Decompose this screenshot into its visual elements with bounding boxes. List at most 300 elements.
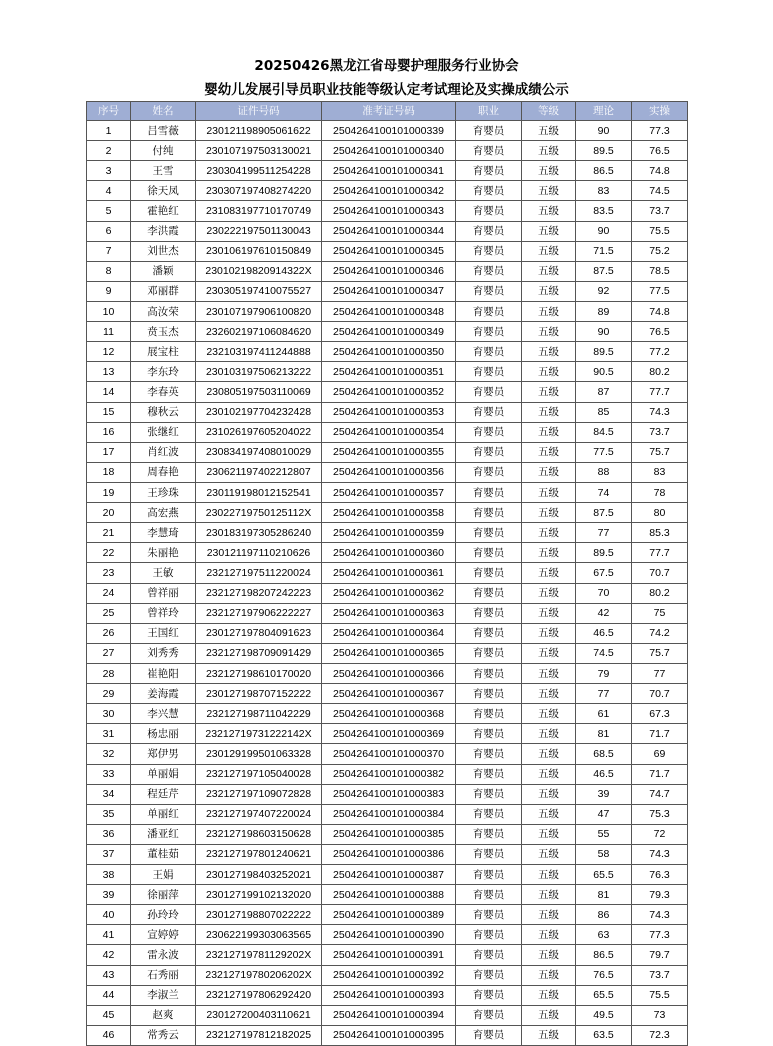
- cell-level: 五级: [522, 442, 576, 462]
- table-header-row: [87, 102, 688, 121]
- cell-id-number: 230805197503110069: [196, 382, 322, 402]
- cell-practical: 72: [632, 824, 688, 844]
- cell-admission-number: 2504264100101000390: [322, 925, 456, 945]
- cell-practical: 70.7: [632, 684, 688, 704]
- cell-id-number: 230102197704232428: [196, 402, 322, 422]
- cell-occupation: 育婴员: [456, 322, 522, 342]
- cell-index: 7: [87, 241, 131, 261]
- cell-index: 38: [87, 865, 131, 885]
- table-row: [87, 241, 688, 261]
- cell-occupation: 育婴员: [456, 643, 522, 663]
- header-id-number: 证件号码: [196, 102, 322, 121]
- cell-occupation: 育婴员: [456, 684, 522, 704]
- cell-level: 五级: [522, 764, 576, 784]
- cell-index: 13: [87, 362, 131, 382]
- cell-theory: 74.5: [576, 643, 632, 663]
- cell-name: 曾祥玲: [131, 603, 196, 623]
- cell-admission-number: 2504264100101000362: [322, 583, 456, 603]
- document-title-line-1: 20250426黑龙江省母婴护理服务行业协会: [254, 58, 519, 74]
- cell-occupation: 育婴员: [456, 623, 522, 643]
- score-table: [86, 101, 688, 1046]
- document-title-line-2: 婴幼儿发展引导员职业技能等级认定考试理论及实操成绩公示: [204, 82, 569, 98]
- cell-practical: 80.2: [632, 583, 688, 603]
- cell-name: 刘世杰: [131, 241, 196, 261]
- cell-level: 五级: [522, 261, 576, 281]
- cell-level: 五级: [522, 563, 576, 583]
- cell-admission-number: 2504264100101000392: [322, 965, 456, 985]
- cell-occupation: 育婴员: [456, 844, 522, 864]
- cell-admission-number: 2504264100101000388: [322, 885, 456, 905]
- cell-practical: 70.7: [632, 563, 688, 583]
- cell-theory: 58: [576, 844, 632, 864]
- cell-level: 五级: [522, 804, 576, 824]
- cell-name: 王敏: [131, 563, 196, 583]
- cell-practical: 71.7: [632, 724, 688, 744]
- cell-practical: 75: [632, 603, 688, 623]
- cell-theory: 39: [576, 784, 632, 804]
- table-row: [87, 1005, 688, 1025]
- table-row: [87, 945, 688, 965]
- table-row: [87, 804, 688, 824]
- cell-id-number: 232127197105040028: [196, 764, 322, 784]
- cell-admission-number: 2504264100101000367: [322, 684, 456, 704]
- cell-index: 36: [87, 824, 131, 844]
- cell-occupation: 育婴员: [456, 301, 522, 321]
- cell-occupation: 育婴员: [456, 764, 522, 784]
- cell-admission-number: 2504264100101000342: [322, 181, 456, 201]
- cell-theory: 55: [576, 824, 632, 844]
- cell-id-number: 230183197305286240: [196, 523, 322, 543]
- table-row: [87, 301, 688, 321]
- cell-id-number: 232127197806292420: [196, 985, 322, 1005]
- cell-theory: 77.5: [576, 442, 632, 462]
- cell-name: 穆秋云: [131, 402, 196, 422]
- cell-occupation: 育婴员: [456, 422, 522, 442]
- cell-id-number: 23010219820914322X: [196, 261, 322, 281]
- cell-admission-number: 2504264100101000363: [322, 603, 456, 623]
- table-row: [87, 885, 688, 905]
- table-row: [87, 704, 688, 724]
- cell-theory: 65.5: [576, 985, 632, 1005]
- cell-practical: 75.7: [632, 442, 688, 462]
- cell-admission-number: 2504264100101000339: [322, 121, 456, 141]
- cell-level: 五级: [522, 322, 576, 342]
- cell-theory: 89.5: [576, 141, 632, 161]
- cell-id-number: 232127197801240621: [196, 844, 322, 864]
- cell-level: 五级: [522, 824, 576, 844]
- cell-practical: 75.7: [632, 643, 688, 663]
- cell-name: 单丽红: [131, 804, 196, 824]
- cell-theory: 77: [576, 523, 632, 543]
- cell-admission-number: 2504264100101000385: [322, 824, 456, 844]
- cell-practical: 74.7: [632, 784, 688, 804]
- cell-name: 付纯: [131, 141, 196, 161]
- cell-name: 李洪霞: [131, 221, 196, 241]
- cell-id-number: 230127198707152222: [196, 684, 322, 704]
- cell-practical: 73: [632, 1005, 688, 1025]
- cell-name: 王娟: [131, 865, 196, 885]
- cell-name: 雷永波: [131, 945, 196, 965]
- cell-practical: 74.8: [632, 161, 688, 181]
- cell-theory: 46.5: [576, 623, 632, 643]
- cell-index: 14: [87, 382, 131, 402]
- table-row: [87, 865, 688, 885]
- cell-level: 五级: [522, 543, 576, 563]
- table-row: [87, 382, 688, 402]
- cell-occupation: 育婴员: [456, 221, 522, 241]
- cell-level: 五级: [522, 784, 576, 804]
- cell-level: 五级: [522, 623, 576, 643]
- table-row: [87, 623, 688, 643]
- cell-name: 李兴慧: [131, 704, 196, 724]
- cell-index: 23: [87, 563, 131, 583]
- header-theory: 理论: [576, 102, 632, 121]
- cell-name: 贲玉杰: [131, 322, 196, 342]
- table-row: [87, 121, 688, 141]
- cell-theory: 90: [576, 121, 632, 141]
- cell-index: 2: [87, 141, 131, 161]
- cell-index: 25: [87, 603, 131, 623]
- cell-index: 43: [87, 965, 131, 985]
- table-row: [87, 784, 688, 804]
- cell-practical: 78: [632, 482, 688, 502]
- cell-admission-number: 2504264100101000384: [322, 804, 456, 824]
- cell-index: 46: [87, 1025, 131, 1045]
- cell-admission-number: 2504264100101000352: [322, 382, 456, 402]
- cell-admission-number: 2504264100101000346: [322, 261, 456, 281]
- cell-name: 王雪: [131, 161, 196, 181]
- table-row: [87, 965, 688, 985]
- cell-theory: 88: [576, 462, 632, 482]
- cell-practical: 79.3: [632, 885, 688, 905]
- cell-occupation: 育婴员: [456, 261, 522, 281]
- cell-practical: 77.2: [632, 342, 688, 362]
- table-row: [87, 482, 688, 502]
- cell-theory: 67.5: [576, 563, 632, 583]
- cell-practical: 69: [632, 744, 688, 764]
- cell-name: 周春艳: [131, 462, 196, 482]
- cell-index: 30: [87, 704, 131, 724]
- cell-name: 宣婷婷: [131, 925, 196, 945]
- cell-practical: 76.5: [632, 322, 688, 342]
- cell-theory: 74: [576, 482, 632, 502]
- cell-theory: 47: [576, 804, 632, 824]
- cell-name: 肖红波: [131, 442, 196, 462]
- cell-index: 6: [87, 221, 131, 241]
- cell-index: 45: [87, 1005, 131, 1025]
- table-row: [87, 362, 688, 382]
- cell-name: 常秀云: [131, 1025, 196, 1045]
- cell-level: 五级: [522, 925, 576, 945]
- cell-level: 五级: [522, 523, 576, 543]
- cell-theory: 86: [576, 905, 632, 925]
- cell-admission-number: 2504264100101000343: [322, 201, 456, 221]
- cell-theory: 63.5: [576, 1025, 632, 1045]
- cell-practical: 74.2: [632, 623, 688, 643]
- cell-name: 姜海霞: [131, 684, 196, 704]
- cell-occupation: 育婴员: [456, 362, 522, 382]
- cell-level: 五级: [522, 583, 576, 603]
- cell-admission-number: 2504264100101000365: [322, 643, 456, 663]
- cell-occupation: 育婴员: [456, 704, 522, 724]
- cell-level: 五级: [522, 362, 576, 382]
- cell-index: 39: [87, 885, 131, 905]
- cell-theory: 76.5: [576, 965, 632, 985]
- cell-practical: 73.7: [632, 201, 688, 221]
- cell-name: 霍艳红: [131, 201, 196, 221]
- table-row: [87, 1025, 688, 1045]
- cell-level: 五级: [522, 181, 576, 201]
- cell-index: 40: [87, 905, 131, 925]
- cell-index: 19: [87, 482, 131, 502]
- cell-admission-number: 2504264100101000340: [322, 141, 456, 161]
- cell-practical: 73.7: [632, 422, 688, 442]
- cell-level: 五级: [522, 1005, 576, 1025]
- table-row: [87, 925, 688, 945]
- cell-admission-number: 2504264100101000351: [322, 362, 456, 382]
- table-row: [87, 643, 688, 663]
- cell-id-number: 230121198905061622: [196, 121, 322, 141]
- cell-occupation: 育婴员: [456, 121, 522, 141]
- header-index: 序号: [87, 102, 131, 121]
- cell-occupation: 育婴员: [456, 885, 522, 905]
- cell-admission-number: 2504264100101000387: [322, 865, 456, 885]
- table-row: [87, 422, 688, 442]
- cell-index: 41: [87, 925, 131, 945]
- cell-id-number: 23212719781129202X: [196, 945, 322, 965]
- cell-index: 15: [87, 402, 131, 422]
- cell-name: 李东玲: [131, 362, 196, 382]
- header-level: 等级: [522, 102, 576, 121]
- cell-theory: 42: [576, 603, 632, 623]
- table-row: [87, 322, 688, 342]
- cell-theory: 87.5: [576, 261, 632, 281]
- cell-name: 徐丽萍: [131, 885, 196, 905]
- table-row: [87, 663, 688, 683]
- cell-practical: 74.8: [632, 301, 688, 321]
- cell-theory: 90: [576, 221, 632, 241]
- table-row: [87, 764, 688, 784]
- cell-practical: 75.3: [632, 804, 688, 824]
- cell-id-number: 232127198603150628: [196, 824, 322, 844]
- table-body: [87, 121, 688, 1046]
- cell-id-number: 232127198207242223: [196, 583, 322, 603]
- cell-admission-number: 2504264100101000359: [322, 523, 456, 543]
- cell-id-number: 230304199511254228: [196, 161, 322, 181]
- cell-id-number: 230106197610150849: [196, 241, 322, 261]
- cell-occupation: 育婴员: [456, 804, 522, 824]
- cell-name: 刘秀秀: [131, 643, 196, 663]
- cell-level: 五级: [522, 724, 576, 744]
- cell-practical: 76.3: [632, 865, 688, 885]
- cell-occupation: 育婴员: [456, 945, 522, 965]
- cell-practical: 76.5: [632, 141, 688, 161]
- cell-name: 高汝荣: [131, 301, 196, 321]
- cell-occupation: 育婴员: [456, 563, 522, 583]
- cell-id-number: 232127197812182025: [196, 1025, 322, 1045]
- cell-level: 五级: [522, 482, 576, 502]
- cell-name: 李淑兰: [131, 985, 196, 1005]
- cell-admission-number: 2504264100101000347: [322, 281, 456, 301]
- cell-level: 五级: [522, 281, 576, 301]
- cell-level: 五级: [522, 985, 576, 1005]
- cell-practical: 77.3: [632, 121, 688, 141]
- cell-practical: 78.5: [632, 261, 688, 281]
- cell-occupation: 育婴员: [456, 523, 522, 543]
- table-row: [87, 181, 688, 201]
- cell-id-number: 230107197906100820: [196, 301, 322, 321]
- cell-occupation: 育婴员: [456, 382, 522, 402]
- cell-index: 35: [87, 804, 131, 824]
- cell-theory: 61: [576, 704, 632, 724]
- cell-occupation: 育婴员: [456, 442, 522, 462]
- cell-theory: 83: [576, 181, 632, 201]
- cell-name: 杨忠丽: [131, 724, 196, 744]
- cell-id-number: 230127199102132020: [196, 885, 322, 905]
- cell-practical: 74.3: [632, 905, 688, 925]
- cell-level: 五级: [522, 945, 576, 965]
- cell-id-number: 230119198012152541: [196, 482, 322, 502]
- cell-admission-number: 2504264100101000353: [322, 402, 456, 422]
- header-practical: 实操: [632, 102, 688, 121]
- cell-name: 崔艳阳: [131, 663, 196, 683]
- cell-practical: 74.3: [632, 402, 688, 422]
- cell-level: 五级: [522, 865, 576, 885]
- cell-theory: 89: [576, 301, 632, 321]
- cell-name: 赵爽: [131, 1005, 196, 1025]
- cell-practical: 72.3: [632, 1025, 688, 1045]
- cell-theory: 90: [576, 322, 632, 342]
- cell-name: 潘颖: [131, 261, 196, 281]
- cell-occupation: 育婴员: [456, 181, 522, 201]
- table-row: [87, 161, 688, 181]
- cell-admission-number: 2504264100101000348: [322, 301, 456, 321]
- table-row: [87, 905, 688, 925]
- cell-index: 18: [87, 462, 131, 482]
- cell-index: 44: [87, 985, 131, 1005]
- cell-admission-number: 2504264100101000368: [322, 704, 456, 724]
- cell-practical: 73.7: [632, 965, 688, 985]
- cell-name: 单丽娟: [131, 764, 196, 784]
- cell-practical: 67.3: [632, 704, 688, 724]
- cell-practical: 83: [632, 462, 688, 482]
- cell-index: 21: [87, 523, 131, 543]
- cell-admission-number: 2504264100101000383: [322, 784, 456, 804]
- cell-theory: 71.5: [576, 241, 632, 261]
- cell-name: 张继红: [131, 422, 196, 442]
- cell-theory: 65.5: [576, 865, 632, 885]
- cell-level: 五级: [522, 965, 576, 985]
- cell-practical: 74.3: [632, 844, 688, 864]
- table-row: [87, 543, 688, 563]
- cell-level: 五级: [522, 663, 576, 683]
- cell-occupation: 育婴员: [456, 925, 522, 945]
- cell-occupation: 育婴员: [456, 603, 522, 623]
- cell-theory: 68.5: [576, 744, 632, 764]
- table-row: [87, 261, 688, 281]
- header-name: 姓名: [131, 102, 196, 121]
- cell-id-number: 230127197804091623: [196, 623, 322, 643]
- cell-admission-number: 2504264100101000357: [322, 482, 456, 502]
- cell-admission-number: 2504264100101000354: [322, 422, 456, 442]
- cell-theory: 84.5: [576, 422, 632, 442]
- cell-occupation: 育婴员: [456, 462, 522, 482]
- cell-id-number: 230103197506213222: [196, 362, 322, 382]
- cell-index: 31: [87, 724, 131, 744]
- cell-id-number: 232127198711042229: [196, 704, 322, 724]
- cell-occupation: 育婴员: [456, 985, 522, 1005]
- cell-name: 王珍珠: [131, 482, 196, 502]
- cell-occupation: 育婴员: [456, 281, 522, 301]
- cell-theory: 77: [576, 684, 632, 704]
- cell-level: 五级: [522, 121, 576, 141]
- cell-level: 五级: [522, 684, 576, 704]
- cell-level: 五级: [522, 603, 576, 623]
- cell-occupation: 育婴员: [456, 1025, 522, 1045]
- cell-level: 五级: [522, 704, 576, 724]
- cell-theory: 46.5: [576, 764, 632, 784]
- cell-theory: 86.5: [576, 161, 632, 181]
- cell-occupation: 育婴员: [456, 744, 522, 764]
- cell-occupation: 育婴员: [456, 663, 522, 683]
- cell-index: 8: [87, 261, 131, 281]
- cell-id-number: 230834197408010029: [196, 442, 322, 462]
- cell-id-number: 232127198709091429: [196, 643, 322, 663]
- cell-level: 五级: [522, 161, 576, 181]
- table-row: [87, 724, 688, 744]
- cell-level: 五级: [522, 905, 576, 925]
- cell-occupation: 育婴员: [456, 141, 522, 161]
- cell-level: 五级: [522, 503, 576, 523]
- cell-theory: 49.5: [576, 1005, 632, 1025]
- cell-occupation: 育婴员: [456, 583, 522, 603]
- table-row: [87, 583, 688, 603]
- cell-index: 42: [87, 945, 131, 965]
- table-row: [87, 844, 688, 864]
- cell-id-number: 232127197511220024: [196, 563, 322, 583]
- cell-admission-number: 2504264100101000345: [322, 241, 456, 261]
- cell-practical: 77.5: [632, 281, 688, 301]
- cell-level: 五级: [522, 744, 576, 764]
- cell-theory: 85: [576, 402, 632, 422]
- cell-practical: 71.7: [632, 764, 688, 784]
- table-row: [87, 141, 688, 161]
- cell-practical: 74.5: [632, 181, 688, 201]
- cell-theory: 90.5: [576, 362, 632, 382]
- cell-theory: 81: [576, 724, 632, 744]
- cell-name: 石秀丽: [131, 965, 196, 985]
- cell-index: 10: [87, 301, 131, 321]
- cell-admission-number: 2504264100101000370: [322, 744, 456, 764]
- cell-index: 22: [87, 543, 131, 563]
- cell-practical: 77: [632, 663, 688, 683]
- cell-index: 29: [87, 684, 131, 704]
- cell-level: 五级: [522, 221, 576, 241]
- table-row: [87, 201, 688, 221]
- cell-admission-number: 2504264100101000349: [322, 322, 456, 342]
- cell-index: 33: [87, 764, 131, 784]
- cell-index: 24: [87, 583, 131, 603]
- cell-practical: 85.3: [632, 523, 688, 543]
- cell-level: 五级: [522, 342, 576, 362]
- cell-id-number: 230107197503130021: [196, 141, 322, 161]
- table-row: [87, 563, 688, 583]
- cell-id-number: 232103197411244888: [196, 342, 322, 362]
- cell-theory: 81: [576, 885, 632, 905]
- cell-admission-number: 2504264100101000391: [322, 945, 456, 965]
- cell-theory: 89.5: [576, 543, 632, 563]
- cell-index: 12: [87, 342, 131, 362]
